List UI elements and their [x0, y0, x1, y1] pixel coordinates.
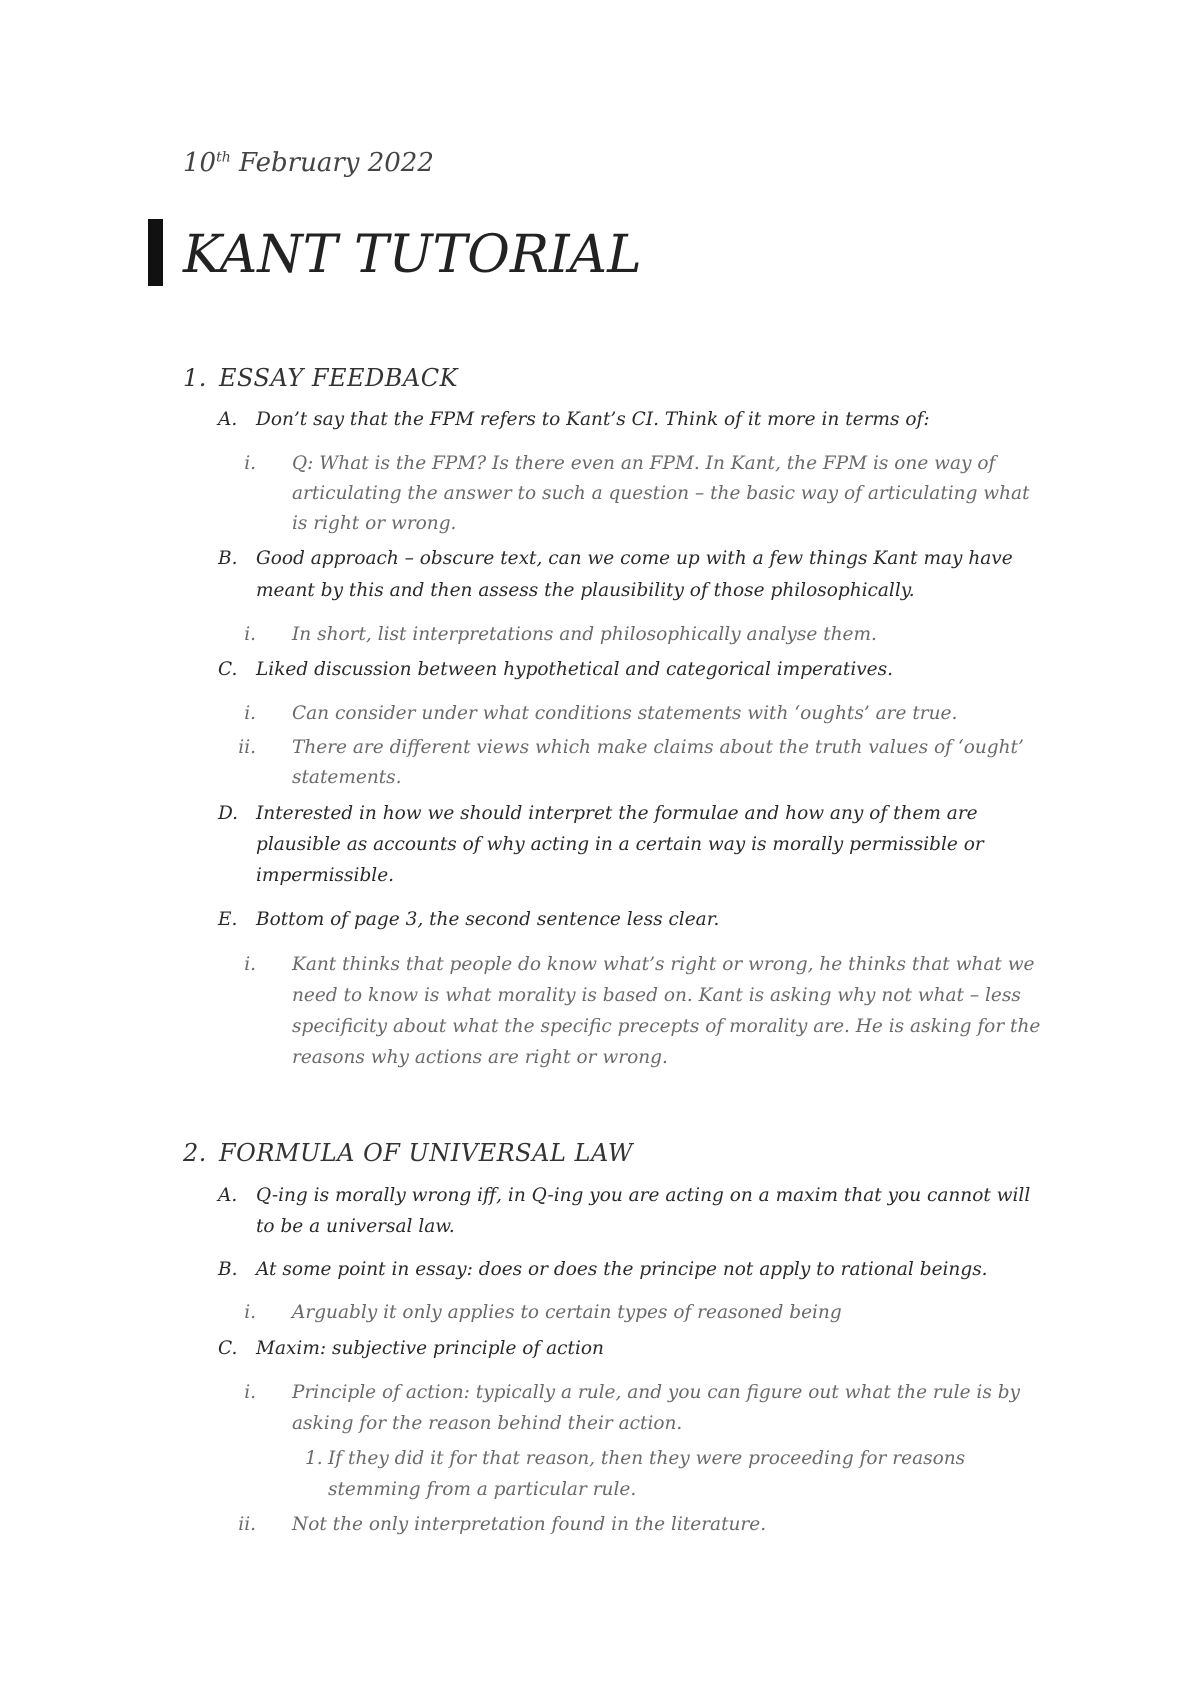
list-marker: A.: [218, 409, 238, 430]
list-marker: ii.: [238, 1514, 256, 1535]
list-item-text: Q: What is the FPM? Is there even an FPM. In Kant, the FPM is one way of: [292, 453, 996, 474]
list-marker: i.: [244, 1302, 256, 1323]
list-marker: i.: [244, 954, 256, 975]
list-marker: B.: [218, 1259, 238, 1280]
list-item-text: Good approach – obscure text, can we come up with a few things Kant may have: [256, 548, 1013, 569]
section-heading: [183, 1137, 633, 1169]
list-marker: i.: [244, 703, 256, 724]
list-item-text: stemming from a particular rule.: [328, 1479, 637, 1500]
list-item-text: impermissible.: [256, 865, 395, 886]
section-title: FORMULA OF UNIVERSAL LAW: [219, 1139, 633, 1167]
list-item-text: Q-ing is morally wrong iff, in Q-ing you are acting on a maxim that you cannot will: [256, 1185, 1031, 1206]
list-item-text: In short, list interpretations and philosophically analyse them.: [292, 624, 877, 645]
date-day: 10: [183, 148, 217, 178]
list-item-text: If they did it for that reason, then they were proceeding for reasons: [328, 1448, 966, 1469]
list-marker: i.: [244, 624, 256, 645]
section-heading: [183, 362, 458, 394]
list-item-text: need to know is what morality is based on. Kant is asking why not what – less: [292, 985, 1021, 1006]
section-title: ESSAY FEEDBACK: [219, 364, 459, 392]
title-accent-bar: [148, 219, 163, 286]
list-item-text: Can consider under what conditions statements with ‘oughts’ are true.: [292, 703, 958, 724]
list-item-text: is right or wrong.: [292, 513, 457, 534]
list-item-text: articulating the answer to such a question – the basic way of articulating what: [292, 483, 1030, 504]
list-item-text: to be a universal law.: [256, 1216, 455, 1237]
list-item-text: plausible as accounts of why acting in a certain way is morally permissible or: [256, 834, 984, 855]
list-marker: C.: [218, 659, 238, 680]
list-marker: i.: [244, 1382, 256, 1403]
date-suffix: th: [216, 149, 231, 166]
list-marker: C.: [218, 1338, 238, 1359]
list-item-text: asking for the reason behind their action.: [292, 1413, 683, 1434]
list-item-text: Don’t say that the FPM refers to Kant’s CI. Think of it more in terms of:: [256, 409, 930, 430]
section-number: 2.: [183, 1139, 207, 1167]
list-item-text: There are different views which make claims about the truth values of ‘ought’: [292, 737, 1024, 758]
document-title: KANT TUTORIAL: [183, 225, 642, 285]
list-marker: E.: [218, 909, 238, 930]
list-marker: B.: [218, 548, 238, 569]
list-marker: i.: [244, 453, 256, 474]
date-rest: February 2022: [230, 148, 434, 178]
list-item-text: At some point in essay: does or does the principe not apply to rational beings.: [256, 1259, 988, 1280]
list-marker: D.: [218, 803, 239, 824]
list-item-text: specificity about what the specific precepts of morality are. He is asking for the: [292, 1016, 1041, 1037]
list-item-text: meant by this and then assess the plausibility of those philosophically.: [256, 580, 915, 601]
list-item-text: Principle of action: typically a rule, and you can figure out what the rule is by: [292, 1382, 1020, 1403]
list-marker: ii.: [238, 737, 256, 758]
list-item-text: Not the only interpretation found in the literature.: [292, 1514, 767, 1535]
section-number: 1.: [183, 364, 207, 392]
list-item-text: Liked discussion between hypothetical and categorical imperatives.: [256, 659, 894, 680]
document-date: [183, 146, 434, 180]
list-marker: A.: [218, 1185, 238, 1206]
list-item-text: Maxim: subjective principle of action: [256, 1338, 604, 1359]
list-item-text: reasons why actions are right or wrong.: [292, 1047, 668, 1068]
list-item-text: Interested in how we should interpret the formulae and how any of them are: [256, 803, 978, 824]
list-item-text: Bottom of page 3, the second sentence less clear.: [256, 909, 720, 930]
list-item-text: Kant thinks that people do know what’s right or wrong, he thinks that what we: [292, 954, 1035, 975]
list-marker: 1.: [305, 1448, 323, 1469]
list-item-text: Arguably it only applies to certain types of reasoned being: [292, 1302, 842, 1323]
list-item-text: statements.: [292, 767, 402, 788]
